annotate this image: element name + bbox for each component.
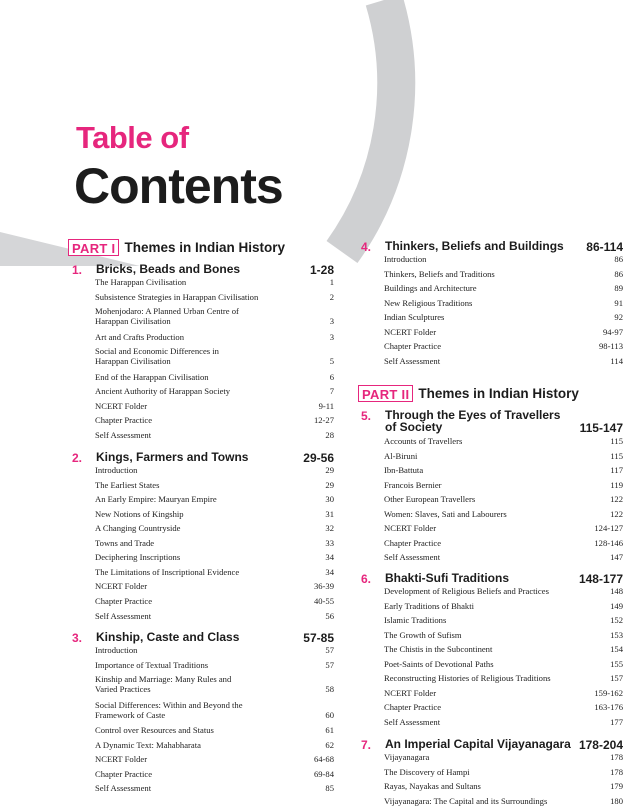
- entry-page: 57: [325, 645, 334, 655]
- entry-label: [384, 451, 610, 461]
- chapter-heading[interactable]: [361, 409, 623, 435]
- entry-label-line1: The Earliest States: [95, 479, 160, 490]
- toc-entry[interactable]: [384, 298, 623, 308]
- toc-entry[interactable]: [384, 659, 623, 669]
- part-heading: [68, 237, 328, 257]
- entry-label-line1: Women: Slaves, Sati and Labourers: [384, 508, 507, 519]
- entry-label-line1: Subsistence Strategies in Harappan Civilisation: [95, 291, 259, 302]
- entry-page: 178: [610, 766, 623, 777]
- toc-entry[interactable]: [384, 601, 623, 611]
- entry-page: 61: [325, 725, 334, 736]
- entry-page: 149: [610, 600, 623, 611]
- entry-label: [95, 725, 325, 735]
- entry-label-line1: NCERT Folder: [384, 326, 437, 337]
- entry-label-line1: Self Assessment: [384, 355, 441, 366]
- entry-label-line1: Chapter Practice: [95, 768, 153, 779]
- toc-entry[interactable]: [95, 581, 334, 591]
- entry-label: [95, 596, 314, 606]
- chapter-heading[interactable]: [361, 240, 623, 254]
- entry-page: 115: [610, 450, 623, 461]
- entry-page: 86: [614, 254, 623, 264]
- entry-label-line1: Self Assessment: [384, 716, 441, 727]
- entry-label-line1: End of the Harappan Civilisation: [95, 371, 209, 382]
- entry-label-line1: Buildings and Architecture: [384, 283, 477, 294]
- entry-page: 122: [610, 494, 623, 505]
- part-heading: [358, 383, 618, 403]
- toc-entry[interactable]: [384, 341, 623, 351]
- entry-label-line1: Self Assessment: [95, 429, 152, 440]
- toc-entry[interactable]: [384, 254, 623, 264]
- entry-label-line1: Control over Resources and Status: [95, 725, 214, 736]
- entry-label-line1: Self Assessment: [95, 783, 152, 794]
- entry-label: [95, 611, 325, 621]
- page-title-line1: Table of: [76, 120, 189, 155]
- entry-label: [95, 552, 325, 562]
- entry-page: 32: [325, 523, 334, 534]
- entry-label-line1: Chapter Practice: [384, 702, 442, 713]
- entry-page: 94-97: [602, 326, 623, 337]
- entry-label-line1: Mohenjodaro: A Planned Urban Centre of: [95, 306, 239, 317]
- toc-entry[interactable]: [95, 465, 334, 475]
- chapter-pages: 1-28: [309, 263, 334, 277]
- entry-label-line1: Social Differences: Within and Beyond the: [95, 699, 243, 710]
- entry-label-line1: A Dynamic Text: Mahabharata: [95, 739, 201, 750]
- entry-page: 29: [325, 479, 334, 490]
- entry-label-line1: NCERT Folder: [95, 400, 148, 411]
- toc-entry[interactable]: [384, 465, 623, 475]
- toc-entry[interactable]: [384, 688, 623, 698]
- entry-label: [384, 796, 610, 806]
- part-badge: PART I: [68, 239, 119, 256]
- entry-label: [384, 494, 610, 504]
- chapter-heading[interactable]: [72, 263, 334, 277]
- toc-entry[interactable]: [384, 509, 623, 519]
- toc-entry[interactable]: [95, 674, 334, 694]
- entry-label-line1: Other European Travellers: [384, 494, 476, 505]
- chapter-number: 3.: [72, 631, 83, 645]
- entry-label-line1: Accounts of Travellers: [384, 436, 463, 446]
- entry-label-line2: Framework of Caste: [95, 709, 166, 720]
- entry-page: 163-176: [594, 702, 623, 713]
- toc-entry[interactable]: [95, 567, 334, 577]
- part-title: Themes in Indian History: [124, 239, 285, 255]
- entry-label-line1: Chapter Practice: [95, 595, 153, 606]
- entry-label: [95, 538, 325, 548]
- chapter-title-line1: An Imperial Capital Vijayanagara: [385, 737, 571, 751]
- entry-page: 91: [614, 297, 623, 308]
- toc-entry[interactable]: [384, 283, 623, 293]
- entry-label-line1: Introduction: [95, 645, 138, 655]
- entry-page: 29: [325, 465, 334, 475]
- entry-label: [95, 480, 325, 490]
- entry-label-line1: Islamic Traditions: [384, 615, 447, 626]
- entry-page: 159-162: [594, 687, 623, 698]
- entry-label: [384, 767, 610, 777]
- toc-entry[interactable]: [95, 754, 334, 764]
- chapter-number: 7.: [361, 738, 372, 752]
- entry-label: [384, 283, 614, 293]
- entry-page: 147: [610, 552, 623, 563]
- page-title-line2: Contents: [74, 158, 283, 214]
- entry-label: [95, 783, 325, 793]
- entry-label-line1: New Notions of Kingship: [95, 508, 184, 519]
- entry-label: [95, 306, 330, 326]
- entry-page: 3: [329, 316, 334, 327]
- entry-page: 57: [325, 659, 334, 670]
- toc-entry[interactable]: [95, 292, 334, 302]
- entry-label: [384, 327, 603, 337]
- entry-page: 60: [325, 709, 334, 720]
- entry-label: [384, 341, 599, 351]
- entry-label: [384, 523, 594, 533]
- entry-label-line1: Deciphering Inscriptions: [95, 552, 181, 563]
- entry-label: [384, 356, 610, 366]
- entry-label-line1: Development of Religious Beliefs and Practices: [384, 586, 549, 596]
- entry-page: 180: [610, 795, 623, 806]
- toc-entry[interactable]: [384, 480, 623, 490]
- entry-label: [95, 674, 325, 694]
- toc-entry[interactable]: [384, 538, 623, 548]
- toc-entry[interactable]: [95, 660, 334, 670]
- entry-page: 124-127: [594, 523, 623, 534]
- entry-label-line1: The Harappan Civilisation: [95, 277, 187, 287]
- entry-label-line1: Chapter Practice: [384, 537, 442, 548]
- toc-entry[interactable]: [384, 312, 623, 322]
- entry-label: [384, 552, 610, 562]
- entry-page: 34: [325, 552, 334, 563]
- entry-page: 153: [610, 629, 623, 640]
- toc-entry[interactable]: [384, 327, 623, 337]
- toc-entry[interactable]: [95, 306, 334, 326]
- entry-label-line1: Introduction: [384, 254, 427, 264]
- entry-label-line1: Self Assessment: [384, 552, 441, 563]
- entry-page: 7: [329, 386, 334, 397]
- toc-entry[interactable]: [384, 436, 623, 446]
- entry-label-line2: Harappan Civilisation: [95, 356, 171, 367]
- entry-label: [384, 254, 614, 264]
- toc-entry[interactable]: [95, 401, 334, 411]
- entry-page: 5: [329, 356, 334, 367]
- part-badge: PART II: [358, 385, 413, 402]
- toc-entry[interactable]: [95, 430, 334, 440]
- entry-page: 9-11: [318, 400, 334, 411]
- entry-label: [95, 523, 325, 533]
- toc-entry[interactable]: [95, 611, 334, 621]
- entry-page: 69-84: [313, 768, 334, 779]
- toc-entry[interactable]: [95, 509, 334, 519]
- entry-label-line1: The Chistis in the Subcontinent: [384, 644, 493, 655]
- entry-page: 89: [614, 283, 623, 294]
- chapter-number: 2.: [72, 451, 83, 465]
- entry-label-line1: Vijayanagara: The Capital and its Surroundings: [384, 795, 548, 806]
- entry-label-line2: Harappan Civilisation: [95, 316, 171, 327]
- toc-entry[interactable]: [95, 538, 334, 548]
- entry-label-line1: NCERT Folder: [95, 581, 148, 592]
- toc-entry[interactable]: [95, 386, 334, 396]
- entry-label: [95, 292, 330, 302]
- entry-page: 33: [325, 537, 334, 548]
- toc-entry[interactable]: [95, 552, 334, 562]
- entry-label-line1: An Early Empire: Mauryan Empire: [95, 494, 217, 505]
- toc-entry[interactable]: [384, 630, 623, 640]
- entry-label-line1: Towns and Trade: [95, 537, 155, 548]
- chapter-pages: 86-114: [586, 240, 623, 254]
- entry-label: [95, 430, 325, 440]
- toc-entry[interactable]: [384, 796, 623, 806]
- entry-page: 64-68: [313, 754, 334, 765]
- entry-label-line1: Chapter Practice: [95, 415, 153, 426]
- entry-label: [384, 752, 610, 762]
- entry-page: 177: [610, 716, 623, 727]
- chapter-heading[interactable]: [361, 738, 623, 752]
- entry-page: 1: [329, 277, 334, 287]
- entry-label: [384, 509, 610, 519]
- entry-label-line1: The Growth of Sufism: [384, 629, 462, 640]
- entry-page: 92: [614, 312, 623, 323]
- chapter-heading[interactable]: [361, 572, 623, 586]
- chapter-title-line1: Kings, Farmers and Towns: [96, 450, 249, 464]
- entry-page: 152: [610, 615, 623, 626]
- entry-label-line1: Introduction: [95, 465, 138, 475]
- chapter-pages: 57-85: [303, 631, 334, 645]
- toc-entry[interactable]: [95, 346, 334, 366]
- entry-page: 114: [610, 355, 623, 366]
- entry-label: [95, 332, 330, 342]
- entry-label: [95, 386, 330, 396]
- entry-label-line1: NCERT Folder: [384, 523, 437, 534]
- entry-label-line1: Self Assessment: [95, 610, 152, 621]
- entry-label: [95, 645, 325, 655]
- toc-entry[interactable]: [95, 596, 334, 606]
- chapter-pages: 178-204: [578, 738, 623, 752]
- entry-label-line1: Importance of Textual Traditions: [95, 659, 209, 670]
- toc-entry[interactable]: [384, 702, 623, 712]
- chapter-pages: 148-177: [578, 572, 623, 586]
- entry-label: [384, 615, 610, 625]
- toc-entry[interactable]: [384, 586, 623, 596]
- chapter-title: [96, 631, 303, 643]
- entry-page: 117: [610, 465, 623, 476]
- entry-label-line1: Vijayanagara: [384, 752, 430, 762]
- entry-label: [95, 415, 314, 425]
- entry-label-line1: Kinship and Marriage: Many Rules and: [95, 674, 232, 685]
- entry-page: 86: [614, 268, 623, 279]
- entry-label-line2: Varied Practices: [95, 684, 151, 695]
- chapter-number: 6.: [361, 572, 372, 586]
- entry-page: 62: [325, 739, 334, 750]
- entry-label: [95, 509, 325, 519]
- entry-label: [95, 660, 325, 670]
- toc-entry[interactable]: [95, 332, 334, 342]
- toc-entry[interactable]: [95, 700, 334, 720]
- entry-label: [95, 401, 319, 411]
- toc-entry[interactable]: [95, 494, 334, 504]
- chapter-number: 4.: [361, 240, 372, 254]
- chapter-number: 5.: [361, 409, 372, 423]
- toc-entry[interactable]: [384, 451, 623, 461]
- entry-label-line1: Poet-Saints of Devotional Paths: [384, 658, 494, 669]
- entry-label: [384, 538, 594, 548]
- toc-entry[interactable]: [384, 615, 623, 625]
- chapter-title-line1: Thinkers, Beliefs and Buildings: [385, 239, 564, 253]
- chapter-title-line1: Through the Eyes of Travellers: [385, 408, 561, 422]
- entry-page: 154: [610, 644, 623, 655]
- toc-entry[interactable]: [384, 752, 623, 762]
- entry-label: [384, 436, 610, 446]
- chapter-number: 1.: [72, 263, 83, 277]
- entry-label: [95, 277, 330, 287]
- entry-label: [384, 630, 610, 640]
- toc-entry[interactable]: [95, 415, 334, 425]
- chapter-title: [385, 240, 586, 252]
- toc-entry[interactable]: [95, 783, 334, 793]
- toc-entry[interactable]: [384, 552, 623, 562]
- entry-label-line1: The Limitations of Inscriptional Evidence: [95, 566, 240, 577]
- entry-page: 155: [610, 658, 623, 669]
- entry-label: [384, 586, 610, 596]
- entry-label-line1: Indian Sculptures: [384, 312, 445, 323]
- chapter-pages: 29-56: [303, 451, 334, 465]
- entry-label-line1: Social and Economic Differences in: [95, 346, 219, 357]
- entry-label-line1: Art and Crafts Production: [95, 331, 185, 342]
- chapter-heading[interactable]: [72, 631, 334, 645]
- entry-label-line1: Chapter Practice: [384, 341, 442, 352]
- entry-page: 98-113: [598, 341, 623, 352]
- entry-label: [95, 494, 325, 504]
- toc-entry[interactable]: [95, 480, 334, 490]
- toc-entry[interactable]: [95, 372, 334, 382]
- entry-label: [95, 567, 325, 577]
- chapter-title: [385, 738, 579, 750]
- toc-entry[interactable]: [95, 769, 334, 779]
- toc-entry[interactable]: [384, 717, 623, 727]
- grey-arc: [342, 0, 396, 252]
- entry-label: [384, 659, 610, 669]
- chapter-title-line1: Kinship, Caste and Class: [96, 630, 240, 644]
- entry-page: 31: [325, 508, 334, 519]
- entry-label: [384, 312, 614, 322]
- entry-page: 128-146: [594, 537, 623, 548]
- entry-label: [384, 673, 610, 683]
- entry-page: 178: [610, 752, 623, 762]
- entry-label: [384, 269, 614, 279]
- chapter-title-line1: Bhakti-Sufi Traditions: [385, 571, 510, 585]
- entry-label: [95, 465, 325, 475]
- entry-label: [384, 465, 610, 475]
- chapter-title: [96, 263, 310, 275]
- toc-entry[interactable]: [384, 494, 623, 504]
- entry-label-line1: The Discovery of Hampi: [384, 766, 470, 777]
- entry-label: [384, 480, 610, 490]
- entry-page: 115: [610, 436, 623, 446]
- entry-label: [384, 688, 594, 698]
- entry-label: [95, 581, 314, 591]
- entry-label-line1: Thinkers, Beliefs and Traditions: [384, 268, 495, 279]
- toc-entry[interactable]: [95, 740, 334, 750]
- entry-label: [384, 601, 610, 611]
- entry-label-line1: Reconstructing Histories of Religious Traditions: [384, 673, 551, 684]
- chapter-title: [96, 451, 303, 463]
- toc-entry[interactable]: [95, 725, 334, 735]
- toc-entry[interactable]: [384, 356, 623, 366]
- entry-label-line1: Ibn-Battuta: [384, 465, 424, 476]
- entry-label-line1: NCERT Folder: [95, 754, 148, 765]
- toc-entry[interactable]: [384, 781, 623, 791]
- toc-entry[interactable]: [384, 673, 623, 683]
- entry-label: [95, 346, 330, 366]
- entry-page: 157: [610, 673, 623, 684]
- entry-label: [95, 754, 314, 764]
- chapter-title-line1: Bricks, Beads and Bones: [96, 262, 241, 276]
- entry-label: [384, 717, 610, 727]
- part-title: Themes in Indian History: [418, 385, 579, 401]
- toc-entry[interactable]: [95, 523, 334, 533]
- entry-label-line1: Francois Bernier: [384, 479, 442, 490]
- toc-entry[interactable]: [384, 644, 623, 654]
- entry-label-line1: Al-Biruni: [384, 450, 418, 461]
- entry-label-line1: NCERT Folder: [384, 687, 437, 698]
- entry-page: 12-27: [313, 415, 334, 426]
- entry-page: 85: [325, 783, 334, 794]
- toc-entry[interactable]: [384, 269, 623, 279]
- entry-page: 6: [329, 371, 334, 382]
- entry-page: 3: [329, 331, 334, 342]
- entry-page: 40-55: [313, 595, 334, 606]
- chapter-pages: 115-147: [579, 421, 623, 435]
- entry-page: 119: [610, 479, 623, 490]
- entry-page: 58: [325, 684, 334, 695]
- entry-label: [95, 372, 330, 382]
- toc-entry[interactable]: [384, 767, 623, 777]
- entry-page: 56: [325, 610, 334, 621]
- entry-page: 122: [610, 508, 623, 519]
- toc-entry[interactable]: [95, 277, 334, 287]
- entry-label-line1: Rayas, Nayakas and Sultans: [384, 781, 481, 792]
- entry-page: 34: [325, 566, 334, 577]
- entry-label: [384, 644, 610, 654]
- entry-label: [384, 702, 594, 712]
- entry-label-line1: A Changing Countryside: [95, 523, 181, 534]
- entry-page: 2: [329, 291, 334, 302]
- entry-label: [384, 298, 614, 308]
- entry-label: [95, 700, 325, 720]
- entry-page: 36-39: [313, 581, 334, 592]
- entry-page: 28: [325, 429, 334, 440]
- entry-label-line1: New Religious Traditions: [384, 297, 473, 308]
- entry-label: [384, 781, 610, 791]
- entry-label-line1: Early Traditions of Bhakti: [384, 600, 474, 611]
- entry-page: 148: [610, 586, 623, 596]
- toc-entry[interactable]: [95, 645, 334, 655]
- entry-page: 179: [610, 781, 623, 792]
- chapter-title-line2: of Society: [385, 420, 443, 434]
- entry-label-line1: Ancient Authority of Harappan Society: [95, 386, 231, 397]
- entry-page: 30: [325, 494, 334, 505]
- chapter-title: [385, 572, 579, 584]
- chapter-heading[interactable]: [72, 451, 334, 465]
- chapter-title: [385, 409, 580, 433]
- entry-label: [95, 769, 314, 779]
- entry-label: [95, 740, 325, 750]
- toc-entry[interactable]: [384, 523, 623, 533]
